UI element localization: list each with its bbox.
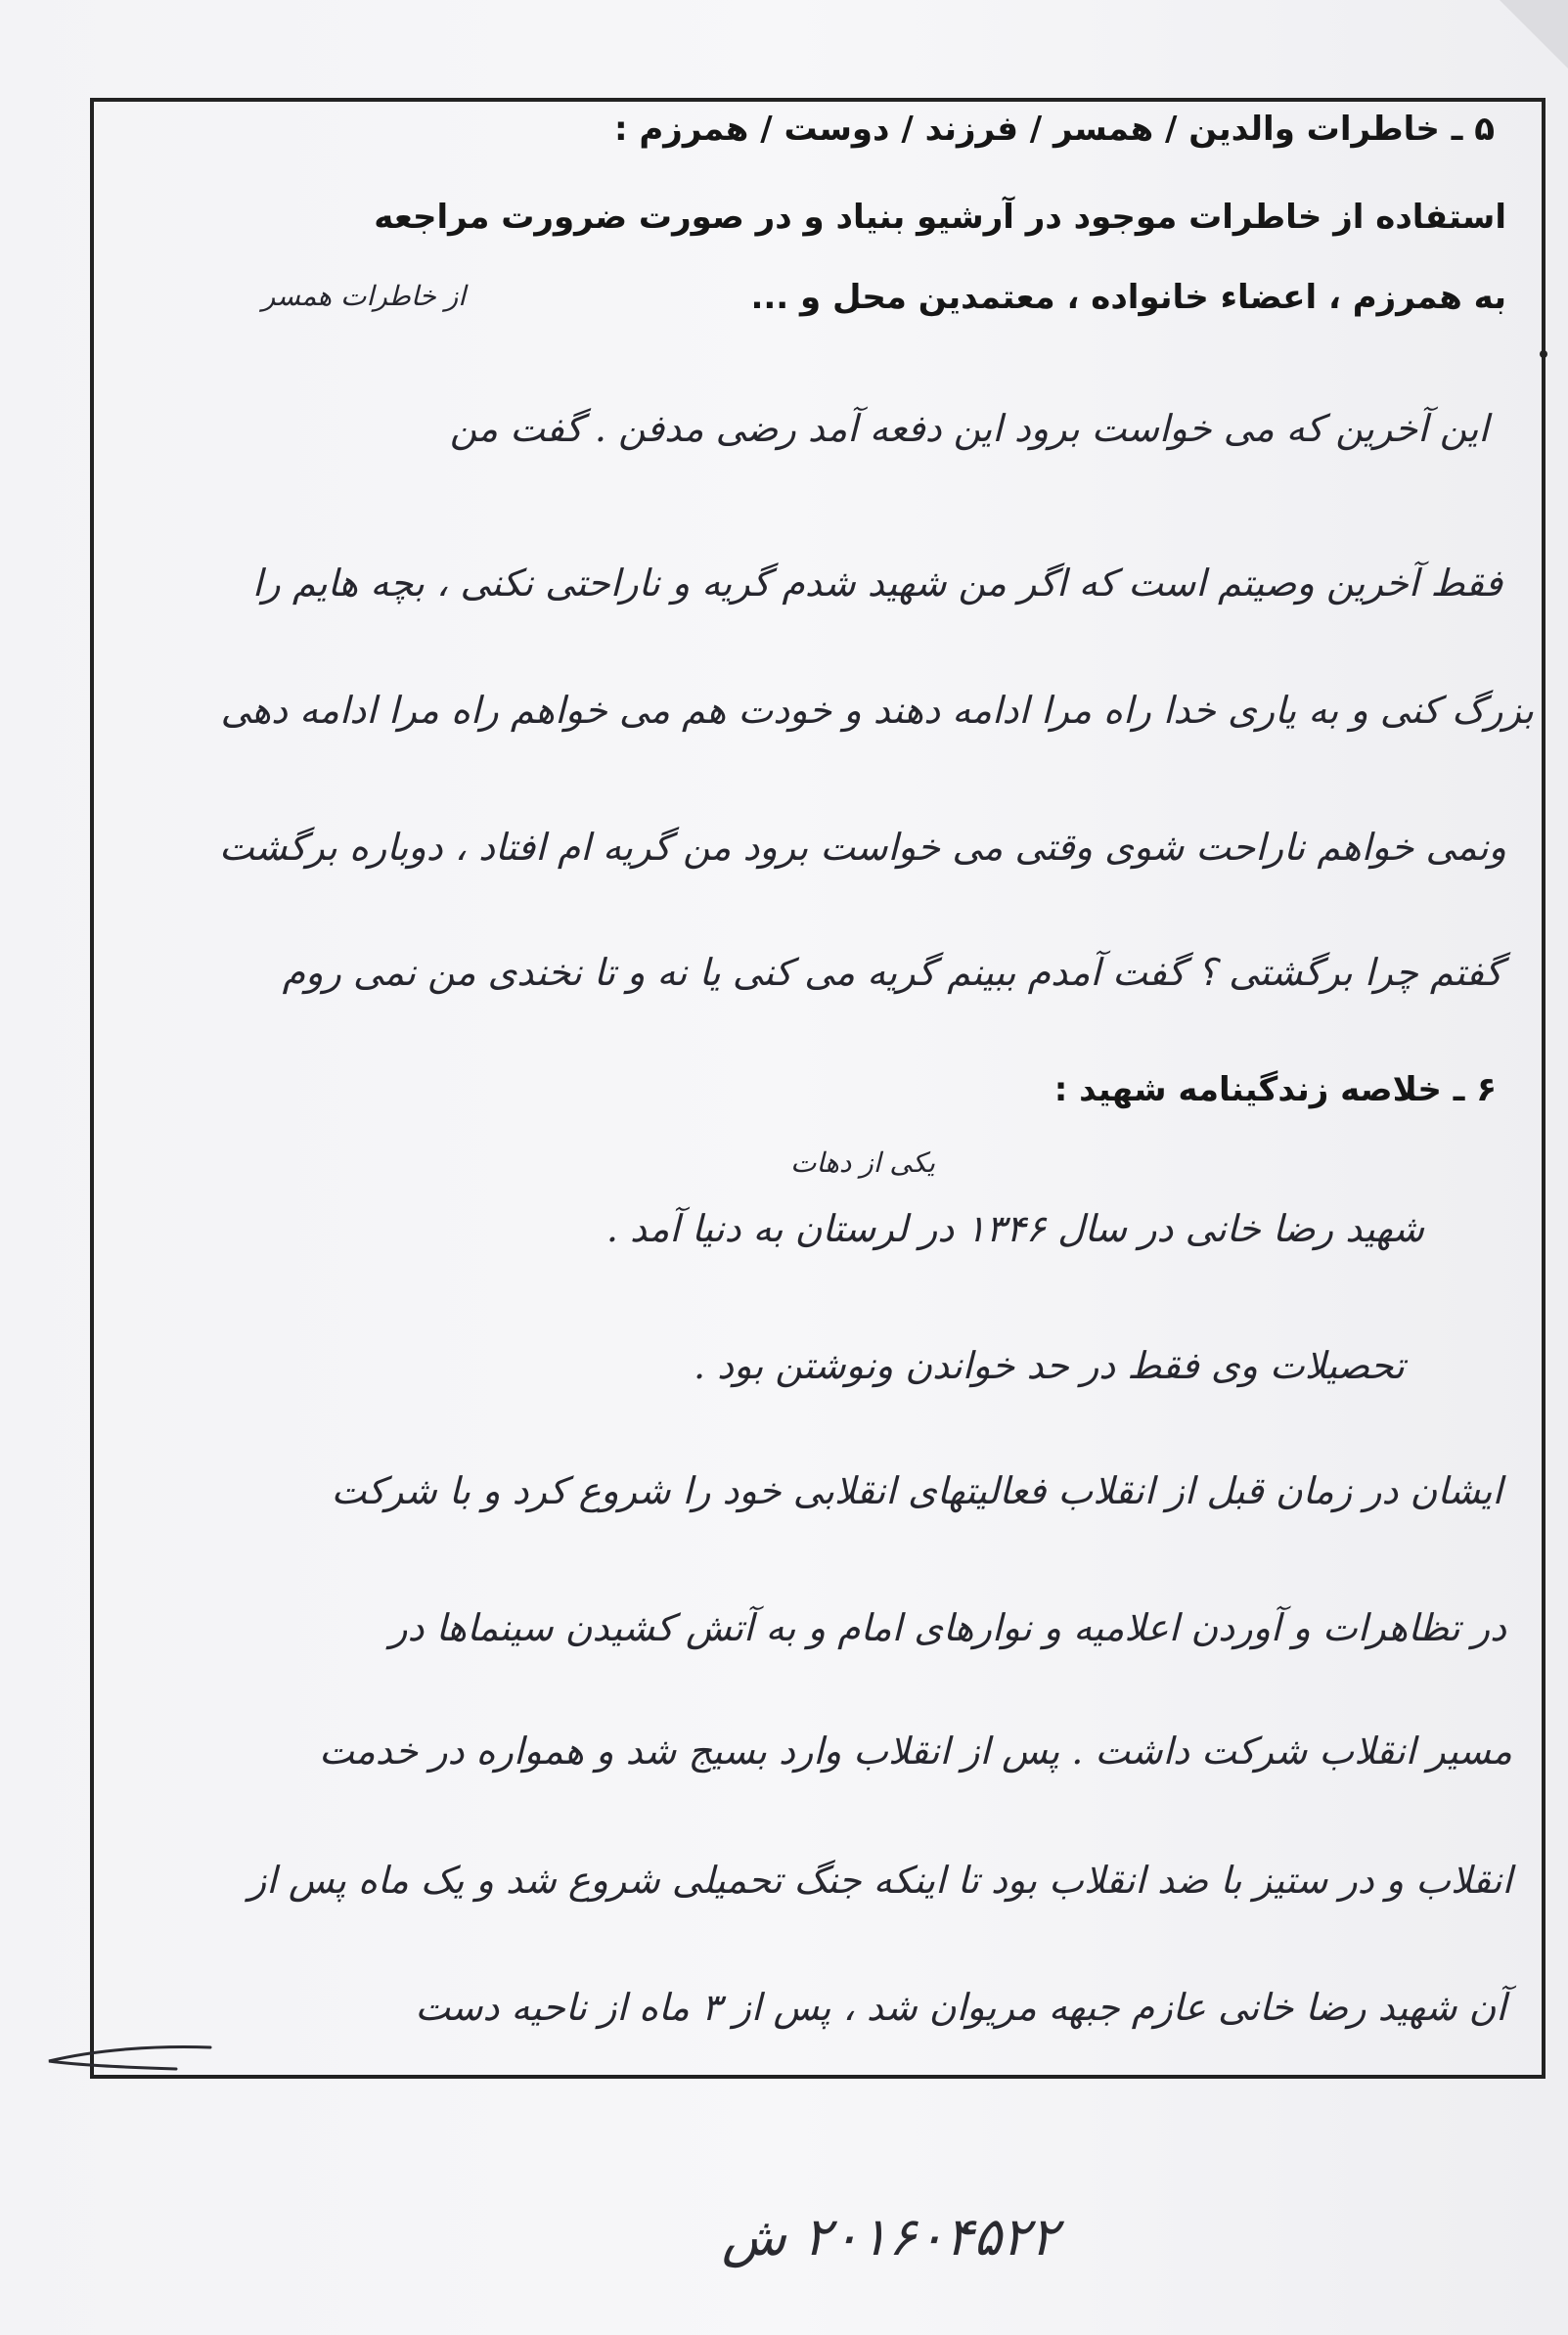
bio-line-1: شهید رضا خانی در سال ۱۳۴۶ در لرستان به دنیا آمد .: [605, 1207, 1424, 1250]
memoir-line-5: گفتم چرا برگشتی ؟ گفت آمدم ببینم گریه می کنی یا نه و تا نخندی من نمی روم: [282, 951, 1502, 994]
section5-source-note: از خاطرات همسر: [261, 280, 466, 312]
bio-line-4: در تظاهرات و آوردن اعلامیه و نوارهای امام و به آتش کشیدن سینماها در: [389, 1606, 1506, 1649]
page-number: ۲۰۱۶۰۴۵۲۲ ش: [721, 2206, 1059, 2268]
section5-instruction-line2: به همرزم ، اعضاء خانواده ، معتمدین محل و ...: [750, 278, 1506, 317]
memoir-line-2: فقط آخرین وصیتم است که اگر من شهید شدم گریه و ناراحتی نکنی ، بچه هایم را: [251, 561, 1502, 605]
form-frame: [90, 98, 1546, 2079]
section6-insertion-note: یکی از دهات: [790, 1146, 935, 1179]
margin-dot: [1540, 350, 1547, 358]
section5-instruction-line1: استفاده از خاطرات موجود در آرشیو بنیاد و در صورت ضرورت مراجعه: [374, 198, 1506, 237]
memoir-line-4: ونمی خواهم ناراحت شوی وقتی می خواست برود من گریه ام افتاد ، دوباره برگشت: [219, 826, 1506, 869]
memoir-line-1: این آخرین که می خواست برود این دفعه آمد رضی مدفن . گفت من: [449, 407, 1489, 450]
section6-heading: ۶ ـ خلاصه زندگینامه شهید :: [1053, 1070, 1497, 1109]
bio-line-2: تحصیلات وی فقط در حد خواندن ونوشتن بود .: [694, 1344, 1405, 1387]
bio-line-7: آن شهید رضا خانی عازم جبهه مریوان شد ، پس از ۳ ماه از ناحیه دست: [415, 1986, 1506, 2029]
memoir-line-3: بزرگ کنی و به یاری خدا راه مرا ادامه دهند و خودت هم می خواهم راه مرا ادامه دهی: [220, 689, 1534, 732]
bio-line-5: مسیر انقلاب شرکت داشت . پس از انقلاب وارد بسیج شد و همواره در خدمت: [319, 1729, 1512, 1773]
bio-line-6: انقلاب و در ستیز با ضد انقلاب بود تا اینکه جنگ تحمیلی شروع شد و یک ماه پس از: [247, 1859, 1512, 1902]
page-corner-fold: [1500, 0, 1568, 68]
continuation-arrow: [39, 2040, 215, 2075]
section5-heading: ۵ ـ خاطرات والدین / همسر / فرزند / دوست / همرزم :: [613, 110, 1495, 149]
bio-line-3: ایشان در زمان قبل از انقلاب فعالیتهای انقلابی خود را شروع کرد و با شرکت: [331, 1469, 1502, 1512]
